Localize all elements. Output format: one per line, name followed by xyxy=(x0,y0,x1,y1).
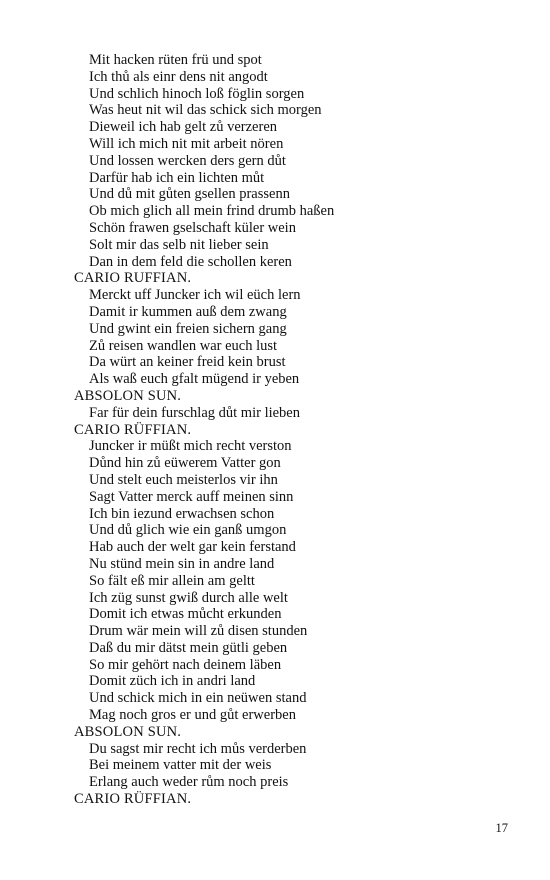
verse-line: Ich züg sunst gwiß durch alle welt xyxy=(89,589,288,606)
verse-line: Daß du mir dätst mein gütli geben xyxy=(89,639,288,656)
verse-line: Und dů mit gůten gsellen prassenn xyxy=(89,186,290,203)
verse-line: Ob mich glich all mein frind drumb haßen xyxy=(89,203,335,220)
verse-line: Schön frawen gselschaft küler wein xyxy=(89,219,296,236)
verse-line: Und stelt euch meisterlos vir ihn xyxy=(89,471,278,488)
verse-line: Ich thů als einr dens nit angodt xyxy=(89,68,268,85)
speaker-name: ABSOLON SUN. xyxy=(74,723,182,740)
verse-line: Will ich mich nit mit arbeit nören xyxy=(89,135,284,152)
speaker-name: CARIO RÜFFIAN. xyxy=(74,421,192,438)
verse-line: Und schick mich in ein neüwen stand xyxy=(89,690,307,707)
verse-line: Ich bin iezund erwachsen schon xyxy=(89,505,275,522)
verse-line: So mir gehört nach deinem läben xyxy=(89,656,282,673)
verse-line: So fält eß mir allein am geltt xyxy=(89,572,255,589)
verse-line: Solt mir das selb nit lieber sein xyxy=(89,236,269,253)
verse-line: Hab auch der welt gar kein ferstand xyxy=(89,539,296,556)
verse-line: Damit ir kummen auß dem zwang xyxy=(89,303,287,320)
verse-line: Und lossen wercken ders gern důt xyxy=(89,152,286,169)
verse-line: Dieweil ich hab gelt zů verzeren xyxy=(89,119,278,136)
verse-line: Als waß euch gfalt mügend ir yeben xyxy=(89,371,300,388)
verse-line: Und dů glich wie ein ganß umgon xyxy=(89,522,287,539)
verse-line: Juncker ir müßt mich recht verston xyxy=(89,438,292,455)
verse-text-block xyxy=(74,52,514,808)
verse-line: Domit züch ich in andri land xyxy=(89,673,256,690)
speaker-name: ABSOLON SUN. xyxy=(74,387,182,404)
verse-line: Was heut nit wil das schick sich morgen xyxy=(89,102,322,119)
verse-line: Erlang auch weder rům noch preis xyxy=(89,774,289,791)
verse-line: Důnd hin zů eüwerem Vatter gon xyxy=(89,455,281,472)
verse-line: Und schlich hinoch loß föglin sorgen xyxy=(89,85,305,102)
verse-line: Und gwint ein freien sichern gang xyxy=(89,320,287,337)
verse-line: Drum wär mein will zů disen stunden xyxy=(89,623,308,640)
verse-line: Domit ich etwas můcht erkunden xyxy=(89,606,282,623)
page-number: 17 xyxy=(495,821,508,835)
verse-line: Mag noch gros er und gůt erwerben xyxy=(89,707,296,724)
verse-line: Merckt uff Juncker ich wil eüch lern xyxy=(89,287,301,304)
verse-line: Far für dein furschlag důt mir lieben xyxy=(89,404,300,421)
verse-line: Nu stünd mein sin in andre land xyxy=(89,555,275,572)
verse-line: Bei meinem vatter mit der weis xyxy=(89,757,272,774)
speaker-name: CARIO RÜFFIAN. xyxy=(74,791,192,808)
verse-line: Du sagst mir recht ich můs verderben xyxy=(89,740,307,757)
verse-line: Mit hacken rüten frü und spot xyxy=(89,52,262,68)
speaker-name: CARIO RUFFIAN. xyxy=(74,270,192,287)
verse-line: Dan in dem feld die schollen keren xyxy=(89,253,292,270)
verse-line: Zů reisen wandlen war euch lust xyxy=(89,337,278,354)
verse-line: Da würt an keiner freid kein brust xyxy=(89,354,286,371)
verse-line: Darfür hab ich ein lichten můt xyxy=(89,169,265,186)
verse-line: Sagt Vatter merck auff meinen sinn xyxy=(89,488,294,505)
